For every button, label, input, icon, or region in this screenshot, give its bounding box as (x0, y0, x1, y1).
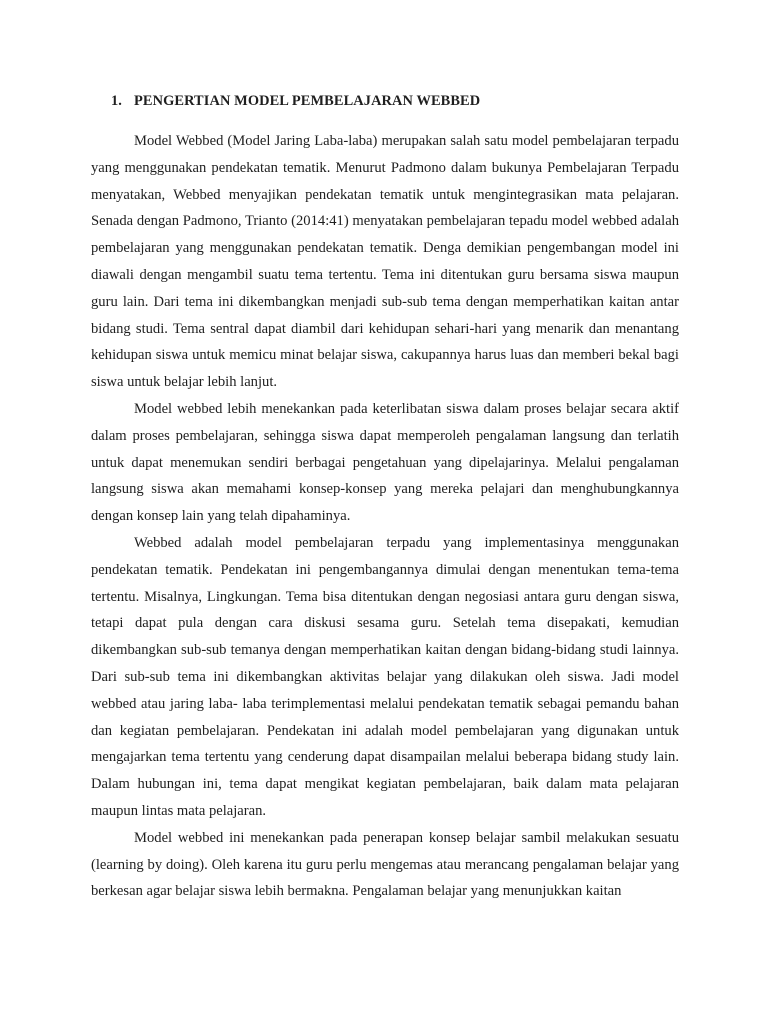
section-number: 1. (111, 93, 122, 109)
paragraph-4: Model webbed ini menekankan pada penerapan konsep belajar sambil melakukan sesuatu (learning by doing). Oleh karena itu guru perlu mengemas atau merancang pengalaman belajar yang berkesan agar belajar siswa lebih bermakna. Pengalaman belajar yang menunjukkan kaitan (91, 829, 679, 900)
paragraph-2: Model webbed lebih menekankan pada keterlibatan siswa dalam proses belajar secara aktif dalam proses pembelajaran, sehingga siswa dapat memperoleh pengalaman langsung dan terlatih untuk dapat menemukan sendiri berbagai pengetahuan yang dipelajarinya. Melalui pengalaman langsung siswa akan memahami konsep-konsep yang mereka pelajari dan menghubungkannya dengan konsep lain yang telah dipahaminya. (91, 400, 679, 525)
section-title: PENGERTIAN MODEL PEMBELAJARAN WEBBED (134, 93, 481, 109)
document-body (91, 128, 679, 905)
section-heading (111, 93, 480, 110)
paragraph-1: Model Webbed (Model Jaring Laba-laba) merupakan salah satu model pembelajaran terpadu yang menggunakan pendekatan tematik. Menurut Padmono dalam bukunya Pembelajaran Terpadu menyatakan, Webbed menyajikan pendekatan tematik untuk mengintegrasikan mata pelajaran. Senada dengan Padmono, Trianto (2014:41) menyatakan pembelajaran tepadu model webbed adalah pembelajaran yang menggunakan pendekatan tematik. Denga demikian pengembangan model ini diawali dengan mengambil suatu tema tertentu. Tema ini ditentukan guru bersama siswa maupun guru lain. Dari tema ini dikembangkan menjadi sub-sub tema dengan memperhatikan kaitan antar bidang studi. Tema sentral dapat diambil dari kehidupan sehari-hari yang menarik dan menantang kehidupan siswa untuk memicu minat belajar siswa, cakupannya harus luas dan memberi bekal bagi siswa untuk belajar lebih lanjut. (91, 133, 679, 391)
paragraph-3: Webbed adalah model pembelajaran terpadu yang implementasinya menggunakan pendekatan tematik. Pendekatan ini pengembangannya dimulai dengan menentukan tema-tema tertentu. Misalnya, Lingkungan. Tema bisa ditentukan dengan negosiasi antara guru dengan siswa, tetapi dapat pula dengan cara diskusi sesama guru. Setelah tema disepakati, kemudian dikembangkan sub-sub temanya dengan memperhatikan kaitan dengan bidang-bidang studi lainnya. Dari sub-sub tema ini dikembangkan aktivitas belajar yang dilakukan oleh siswa. Jadi model webbed atau jaring laba- laba terimplementasi melalui pendekatan tematik sebagai pemandu bahan dan kegiatan pembelajaran. Pendekatan ini adalah model pembelajaran yang digunakan untuk mengajarkan tema tertentu yang cenderung dapat disampailan melalui beberapa bidang study lain. Dalam hubungan ini, tema dapat mengikat kegiatan pembelajaran, baik dalam mata pelajaran maupun lintas mata pelajaran. (91, 534, 679, 819)
